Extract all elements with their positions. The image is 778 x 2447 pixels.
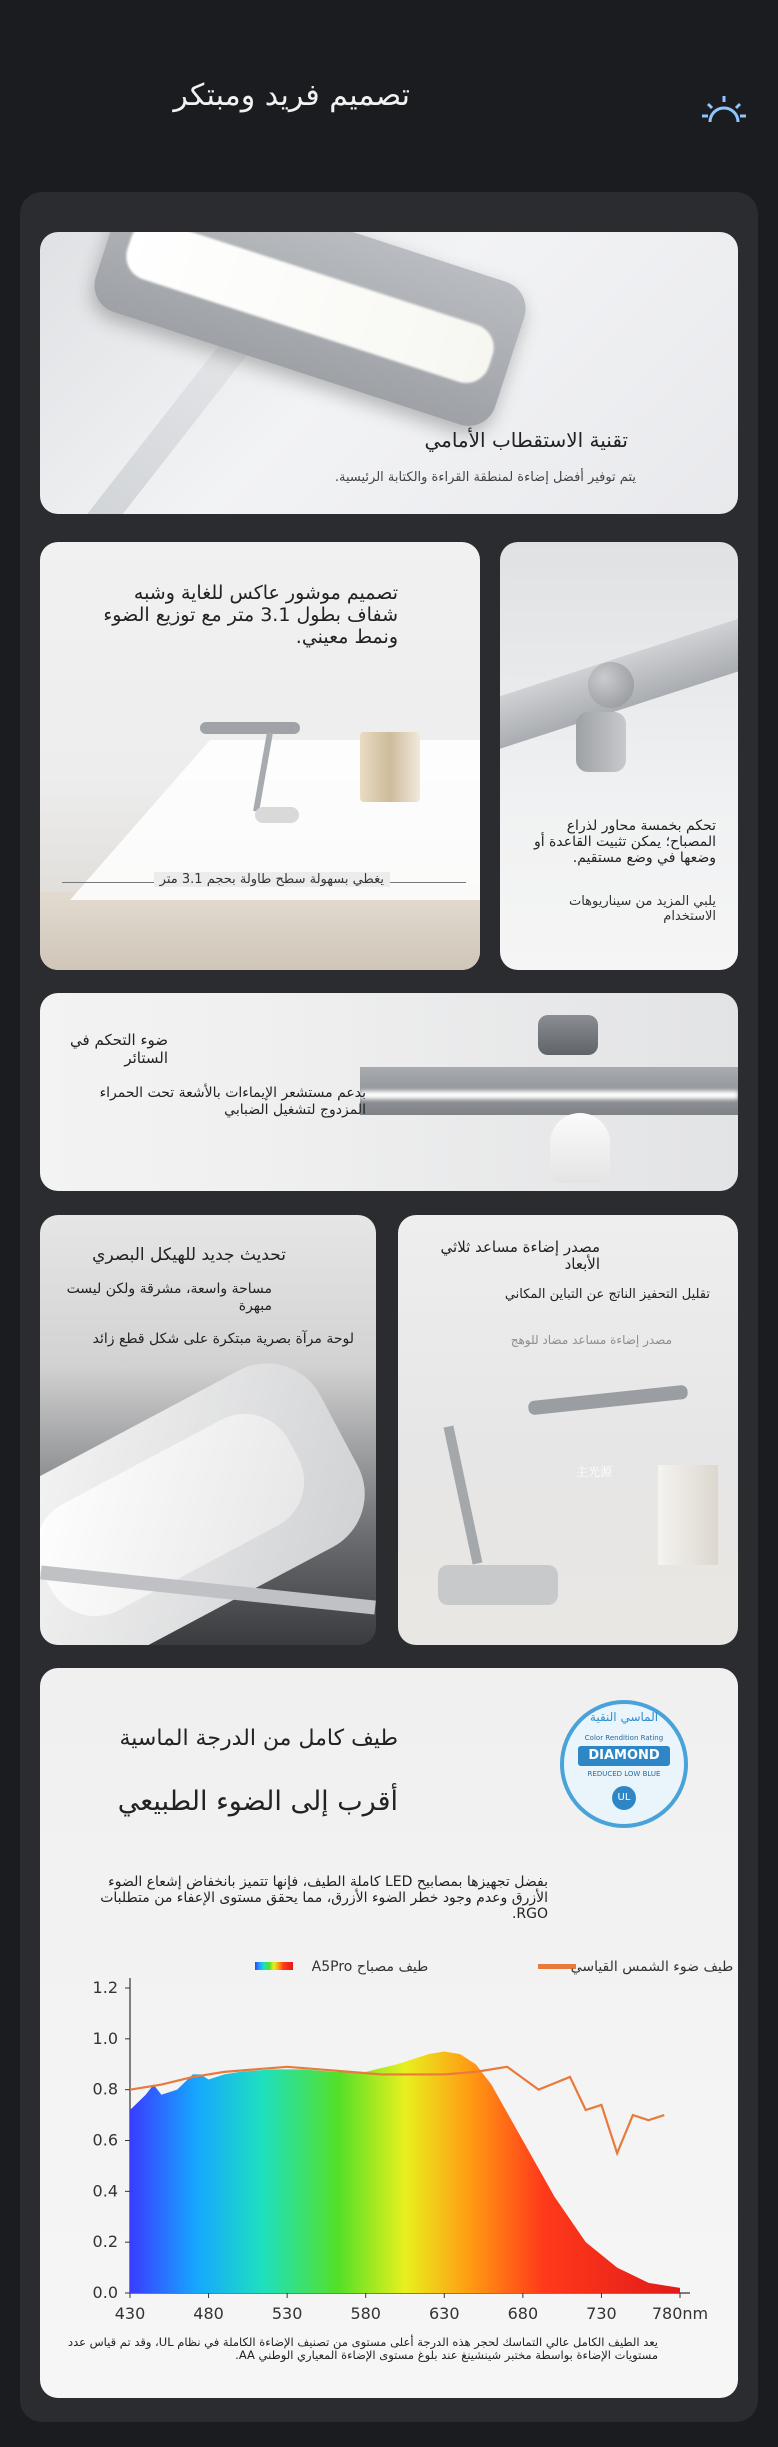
y-tick-label: 1.0: [92, 2028, 118, 2048]
ul-mark: UL: [612, 1786, 636, 1810]
dimension-label: يغطي بسهولة سطح طاولة بحجم 3.1 متر: [154, 872, 390, 887]
card-paragraph: بفضل تجهيزها بمصابيح LED كاملة الطيف، فإنها تتميز بانخفاض إشعاع الضوء الأزرق وعدم وجود خطر الضوء الأزرق، مما يحقق مستوى الإعفاء من متطلبات RGO.: [100, 1874, 548, 1922]
sun-icon: [700, 92, 748, 132]
y-tick-label: 0.8: [92, 2079, 118, 2099]
card-subtitle: تقليل التحفيز الناتج عن التباين المكاني: [504, 1287, 710, 1302]
page-title: تصميم فريد ومبتكر: [173, 78, 410, 113]
lamp-base-image: [255, 807, 299, 823]
prism-coverage-card: [40, 542, 480, 970]
card-note: مصدر إضاءة مساعد مضاد للوهج: [510, 1333, 672, 1347]
card-subtitle: بدعم مستشعر الإيماءات بالأشعة تحت الحمراء المزدوج لتشغيل الضبابي: [99, 1085, 366, 1118]
legend-label-sunlight: طيف ضوء الشمس القياسي: [570, 1959, 734, 1975]
lamp-light-image: [360, 1091, 738, 1099]
x-tick-label: 530: [271, 2304, 303, 2323]
y-tick-label: 0.0: [92, 2283, 118, 2302]
optical-structure-card: [40, 1215, 376, 1645]
x-tick-label: 580: [350, 2304, 381, 2323]
badge-line: Color Rendition Rating: [584, 1734, 664, 1742]
joint-image: [588, 662, 634, 708]
front-polarization-card: [40, 232, 738, 514]
diamond-rating-badge: [560, 1700, 688, 1828]
y-tick-label: 0.6: [92, 2130, 118, 2150]
x-tick-label: 730: [586, 2304, 617, 2323]
y-tick-label: 0.4: [92, 2181, 118, 2201]
card-subtitle: يتم توفير أفضل إضاءة لمنطقة القراءة والكتابة الرئيسية.: [334, 470, 636, 485]
legend-label-lamp: طيف مصباح A5Pro: [311, 1959, 429, 1975]
card-title: تحديث جديد للهيكل البصري: [92, 1245, 286, 1265]
books-image: [658, 1465, 718, 1565]
lamp-arm-image: [444, 1425, 483, 1564]
books-image: [360, 732, 420, 802]
lamp-joint-image: [538, 1015, 598, 1055]
card-title: تصميم موشور عاكس للغاية وشبه شفاف بطول 3.1 متر مع توزيع الضوء ونمط معيني.: [103, 582, 398, 648]
card-line-1: مساحة واسعة، مشرقة ولكن ليست مبهرة: [66, 1281, 272, 1314]
x-tick-label: 780nm: [651, 2304, 709, 2323]
card-line-2: لوحة مرآة بصرية مبتكرة على شكل قطع زائد: [92, 1331, 354, 1347]
gesture-control-card: [40, 993, 738, 1191]
card-title: طيف كامل من الدرجة الماسية: [119, 1726, 398, 1751]
full-spectrum-card: [40, 1668, 738, 2398]
desk-image: [40, 892, 480, 970]
joint-image: [576, 712, 626, 772]
auxiliary-light-card: [398, 1215, 738, 1645]
badge-grade: DIAMOND: [578, 1746, 670, 1766]
x-tick-label: 630: [429, 2304, 460, 2323]
lamp-mark-label: 主光源: [576, 1465, 613, 1479]
lamp-head-image: [528, 1385, 689, 1416]
x-tick-label: 480: [193, 2304, 224, 2323]
desk-lamp-image: [200, 722, 300, 734]
x-tick-label: 680: [507, 2304, 539, 2323]
y-tick-label: 0.2: [92, 2232, 118, 2252]
series-lamp-spectrum-area: [130, 2052, 680, 2293]
card-title: مصدر إضاءة مساعد ثلاثي الأبعاد: [440, 1238, 600, 1273]
card-headline: أقرب إلى الضوء الطبيعي: [117, 1786, 398, 1817]
x-tick-label: 430: [114, 2304, 146, 2323]
lamp-base-image: [438, 1565, 558, 1605]
y-tick-label: 1.2: [92, 1978, 118, 1997]
card-footnote: يعد الطيف الكامل عالي التماسك لحجر هذه الدرجة أعلى مستوى من تصنيف الإضاءة الكاملة في نظام UL، وقد تم قياس عدد مستويات الإضاءة بواسطة مختبر شينشينغ عند بلوغ مستوى الإضاءة المعياري الوطني AA.: [67, 2335, 658, 2362]
spectrum-chart: [40, 1938, 738, 2338]
badge-top: الماسي النقية: [589, 1710, 659, 1724]
badge-sub: REDUCED LOW BLUE: [587, 1770, 661, 1778]
card-title: تحكم بخمسة محاور لذراع المصباح؛ يمكن تثبيت القاعدة أو وضعها في وضع مستقيم.: [533, 818, 716, 866]
legend-swatch-lamp: [255, 1962, 293, 1970]
card-title: ضوء التحكم في الستائر: [70, 1031, 168, 1067]
card-title: تقنية الاستقطاب الأمامي: [424, 428, 628, 452]
five-axis-card: [500, 542, 738, 970]
card-subtitle: يلبي المزيد من سيناريوهات الاستخدام: [568, 894, 716, 924]
hand-image: [550, 1113, 610, 1183]
